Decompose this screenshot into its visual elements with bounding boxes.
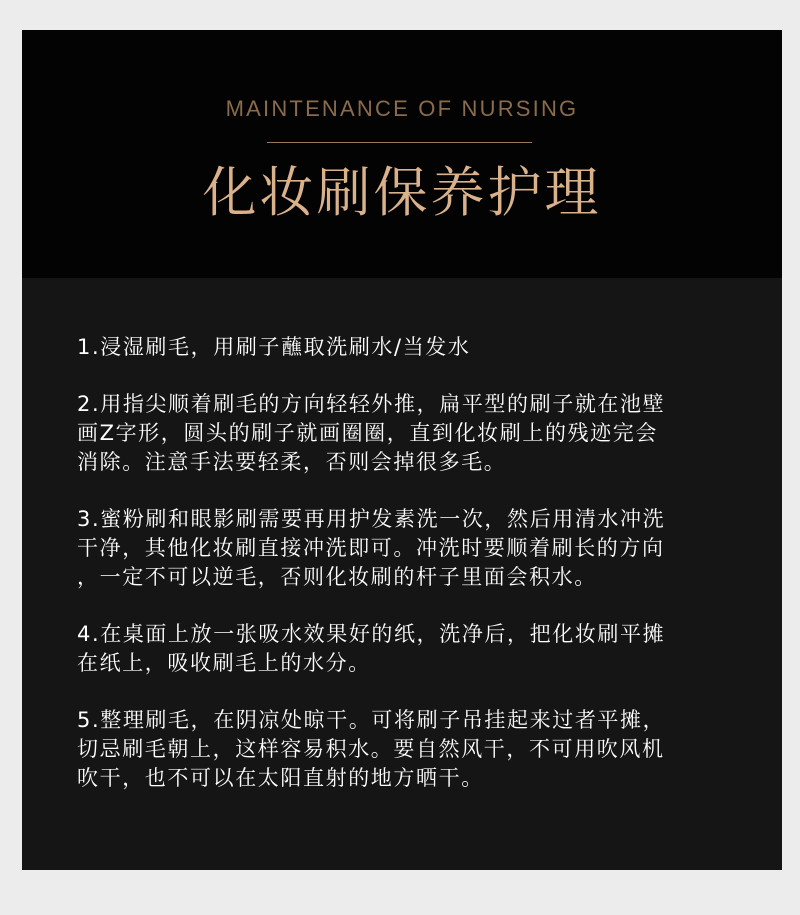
step-1 bbox=[77, 333, 737, 362]
step-line: 消除。注意手法要轻柔，否则会掉很多毛。 bbox=[77, 450, 507, 474]
step-line: 1.浸湿刷毛，用刷子蘸取洗刷水/当发水 bbox=[77, 335, 471, 359]
content-panel bbox=[22, 30, 782, 870]
instructions-list bbox=[77, 333, 737, 821]
step-line: 干净，其他化妆刷直接冲洗即可。冲洗时要顺着刷长的方向 bbox=[77, 536, 665, 560]
step-line: ，一定不可以逆毛，否则化妆刷的杆子里面会积水。 bbox=[77, 565, 597, 589]
step-line: 画Z字形，圆头的刷子就画圈圈，直到化妆刷上的残迹完会 bbox=[77, 421, 658, 445]
step-line: 2.用指尖顺着刷毛的方向轻轻外推，扁平型的刷子就在池壁 bbox=[77, 392, 666, 416]
step-line: 在纸上，吸收刷毛上的水分。 bbox=[77, 651, 371, 675]
step-line: 吹干，也不可以在太阳直射的地方晒干。 bbox=[77, 766, 484, 790]
page-subtitle: MAINTENANCE OF NURSING bbox=[225, 96, 579, 121]
step-5 bbox=[77, 706, 737, 793]
step-line: 3.蜜粉刷和眼影刷需要再用护发素洗一次，然后用清水冲洗 bbox=[77, 507, 666, 531]
title-divider bbox=[267, 142, 532, 143]
header-banner bbox=[22, 30, 782, 278]
step-2 bbox=[77, 390, 737, 477]
step-line: 4.在桌面上放一张吸水效果好的纸，洗净后，把化妆刷平摊 bbox=[77, 622, 666, 646]
step-4 bbox=[77, 620, 737, 678]
page-title: 化妆刷保养护理 bbox=[202, 161, 602, 224]
step-3 bbox=[77, 505, 737, 592]
step-line: 5.整理刷毛，在阴凉处晾干。可将刷子吊挂起来过者平摊， bbox=[77, 708, 666, 732]
step-line: 切忌刷毛朝上，这样容易积水。要自然风干，不可用吹风机 bbox=[77, 737, 665, 761]
